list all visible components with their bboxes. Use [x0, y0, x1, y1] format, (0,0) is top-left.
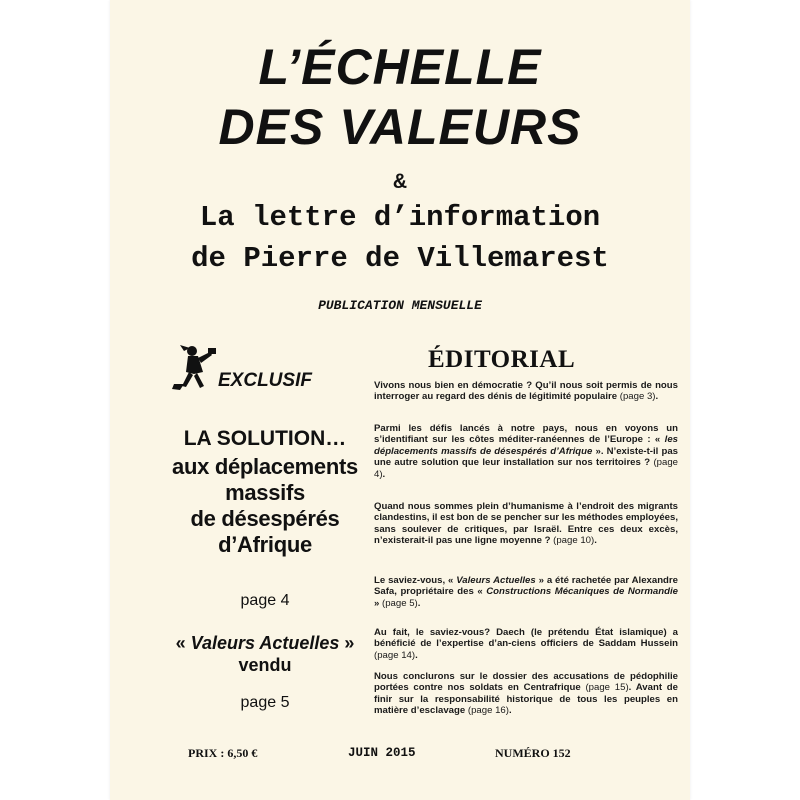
subtitle-line-1: La lettre d’information	[199, 201, 601, 234]
editorial-paragraph: Parmi les défis lancés à notre pays, nous en voyons un s’identifiant sur les côtes méditer-ranéennes de l’Europe : « les déplacements massifs de désespérés d’Afrique ». N’existe-t-il pas une autre solution que leur installation sur nos territoires ? (page 4).	[374, 423, 678, 480]
editorial-paragraph: Au fait, le saviez-vous? Daech (le prétendu État islamique) a bénéficié de l’expertise d’an-ciens officiers de Saddam Hussein (page 14).	[374, 627, 678, 661]
headline-title: LA SOLUTION…	[183, 427, 347, 450]
masthead-line-2: DES VALEURS	[218, 99, 582, 155]
second-story-title: « Valeurs Actuelles » vendu	[130, 632, 400, 676]
second-story-page-ref: page 5	[240, 694, 290, 711]
issue-date: JUIN 2015	[348, 746, 416, 760]
headline-page-ref: page 4	[240, 592, 290, 609]
editorial-paragraph: Le saviez-vous, « Valeurs Actuelles » a été rachetée par Alexandre Safa, propriétaire des « Constructions Mécaniques de Normandie » (page 5).	[374, 575, 678, 609]
editorial-paragraph: Quand nous sommes plein d’humanisme à l’endroit des migrants clandestins, il est bon de se pencher sur les méthodes employées, sans soulever de critiques, par Israël. Entre ces deux excès, n’existerait-il pas une ligne moyenne ? (page 10).	[374, 501, 678, 547]
headline-line: d’Afrique	[218, 532, 312, 557]
ampersand: &	[393, 170, 407, 195]
second-story-line-2: vendu	[238, 655, 292, 675]
newsletter-cover	[110, 0, 690, 800]
publication-frequency: PUBLICATION MENSUELLE	[318, 298, 482, 313]
price: PRIX : 6,50 €	[188, 746, 258, 760]
subtitle-line-2: de Pierre de Villemarest	[191, 242, 609, 275]
issue-number: NUMÉRO 152	[495, 746, 571, 760]
messenger-figure-icon	[170, 342, 218, 392]
editorial-paragraph: Nous conclurons sur le dossier des accusations de pédophilie portées contre nos soldats en Centrafrique (page 15). Avant de finir sur la responsabilité historique de tous les peuples en matière d’esclavage (page 16).	[374, 671, 678, 717]
masthead-line-1: L’ÉCHELLE	[258, 39, 542, 95]
headline-body	[130, 454, 400, 558]
headline-line: de désespérés	[190, 506, 340, 531]
headline-line: massifs	[225, 480, 305, 505]
exclusive-label: EXCLUSIF	[218, 370, 312, 391]
magazine-name: Valeurs Actuelles	[190, 633, 340, 653]
editorial-title: ÉDITORIAL	[428, 346, 576, 373]
editorial-paragraph: Vivons nous bien en démocratie ? Qu’il nous soit permis de nous interroger au regard des dénis de légitimité populaire (page 3).	[374, 380, 678, 403]
headline-line: aux déplacements	[172, 454, 358, 479]
